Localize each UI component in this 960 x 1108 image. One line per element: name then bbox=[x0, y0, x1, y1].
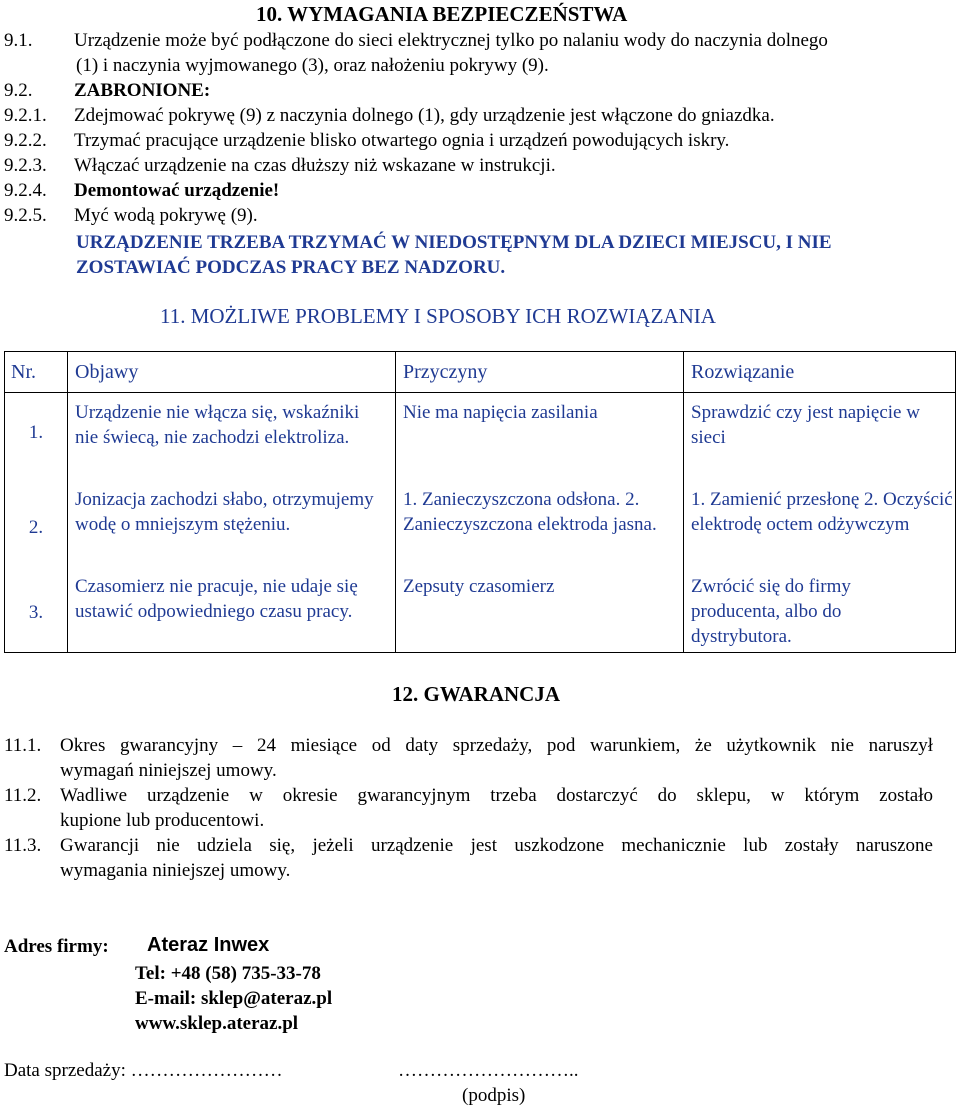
warning-line-1: URZĄDZENIE TRZEBA TRZYMAĆ W NIEDOSTĘPNYM DLA DZIECI MIEJSCU, I NIE bbox=[76, 232, 832, 253]
item-number: 9.2.5. bbox=[4, 205, 47, 226]
table-cell-nr: 2. bbox=[28, 517, 44, 538]
item-number: 9.2.2. bbox=[4, 130, 47, 151]
table-cell-objawy: Urządzenie nie włącza się, wskaźniki nie świecą, nie zachodzi elektroliza. bbox=[75, 402, 360, 448]
table-divider bbox=[683, 352, 684, 652]
section-11-title: 11. MOŻLIWE PROBLEMY I SPOSOBY ICH ROZWIĄZANIA bbox=[160, 304, 716, 328]
item-11-2-cont: kupione lub producentowi. bbox=[60, 810, 265, 831]
problems-table bbox=[4, 351, 956, 653]
company-email: E-mail: sklep@ateraz.pl bbox=[135, 988, 333, 1009]
item-9-2-2 bbox=[4, 128, 729, 153]
signature-line: ……………………….. bbox=[398, 1060, 579, 1081]
item-number: 9.2.4. bbox=[4, 180, 47, 201]
item-text: Gwarancji nie udziela się, jeżeli urządzenie jest uszkodzone mechanicznie lub zostały naruszone bbox=[60, 835, 933, 856]
item-number: 11.3. bbox=[4, 835, 42, 856]
item-number: 9.2.3. bbox=[4, 155, 47, 176]
section-10-title: 10. WYMAGANIA BEZPIECZEŃSTWA bbox=[256, 2, 628, 26]
item-9-2-4 bbox=[4, 178, 279, 203]
company-name: Ateraz Inwex bbox=[147, 934, 270, 956]
warning-line-2: ZOSTAWIAĆ PODCZAS PRACY BEZ NADZORU. bbox=[76, 257, 506, 278]
table-header-przyczyny: Przyczyny bbox=[403, 361, 488, 383]
item-9-2-5 bbox=[4, 203, 258, 228]
item-9-2 bbox=[4, 78, 210, 103]
table-cell-rozwiazanie: Zwrócić się do firmy producenta, albo do dystrybutora. bbox=[691, 576, 851, 647]
signature-label: (podpis) bbox=[462, 1085, 526, 1106]
item-text: Wadliwe urządzenie w okresie gwarancyjnym trzeba dostarczyć do sklepu, w którym zostało bbox=[60, 785, 933, 806]
table-cell-objawy: Jonizacja zachodzi słabo, otrzymujemy wodę o mniejszym stężeniu. bbox=[75, 489, 374, 535]
item-number: 9.2.1. bbox=[4, 105, 47, 126]
section-12-title: 12. GWARANCJA bbox=[392, 682, 560, 706]
company-label: Adres firmy: bbox=[4, 936, 109, 957]
table-cell-rozwiazanie: Sprawdzić czy jest napięcie w sieci bbox=[691, 402, 920, 448]
item-11-1 bbox=[4, 733, 933, 758]
item-9-2-1 bbox=[4, 103, 775, 128]
item-text: Włączać urządzenie na czas dłuższy niż wskazane w instrukcji. bbox=[74, 155, 556, 176]
item-number: 11.2. bbox=[4, 785, 42, 806]
sale-date-field: Data sprzedaży: …………………… bbox=[4, 1060, 283, 1081]
item-9-1 bbox=[4, 28, 828, 53]
table-cell-przyczyny: 1. Zanieczyszczona odsłona. 2. Zanieczyszczona elektroda jasna. bbox=[403, 489, 657, 535]
table-cell-objawy: Czasomierz nie pracuje, nie udaje się ustawić odpowiedniego czasu pracy. bbox=[75, 576, 358, 622]
item-text: Trzymać pracujące urządzenie blisko otwartego ognia i urządzeń powodujących iskry. bbox=[74, 130, 730, 151]
company-tel: Tel: +48 (58) 735-33-78 bbox=[135, 963, 321, 984]
item-11-3 bbox=[4, 833, 933, 858]
table-header-rozwiazanie: Rozwiązanie bbox=[691, 361, 795, 383]
item-text: Okres gwarancyjny – 24 miesiące od daty sprzedaży, pod warunkiem, że użytkownik nie naruszył bbox=[60, 735, 933, 756]
item-11-2 bbox=[4, 783, 933, 808]
item-11-3-cont: wymagania niniejszej umowy. bbox=[60, 860, 291, 881]
table-cell-przyczyny: Nie ma napięcia zasilania bbox=[403, 402, 598, 423]
item-9-1-cont: (1) i naczynia wyjmowanego (3), oraz nałożeniu pokrywy (9). bbox=[76, 55, 549, 76]
item-text: Demontować urządzenie! bbox=[74, 180, 280, 201]
table-divider bbox=[5, 392, 955, 393]
table-cell-nr: 3. bbox=[28, 602, 44, 623]
item-text: Zdejmować pokrywę (9) z naczynia dolnego (1), gdy urządzenie jest włączone do gniazdka. bbox=[74, 105, 775, 126]
company-website: www.sklep.ateraz.pl bbox=[135, 1013, 299, 1034]
table-divider bbox=[395, 352, 396, 652]
item-text: Myć wodą pokrywę (9). bbox=[74, 205, 258, 226]
item-number: 11.1. bbox=[4, 735, 42, 756]
table-header-nr: Nr. bbox=[11, 361, 36, 383]
table-cell-przyczyny: Zepsuty czasomierz bbox=[403, 576, 555, 597]
table-cell-nr: 1. bbox=[28, 422, 44, 443]
table-header-objawy: Objawy bbox=[75, 361, 139, 383]
item-number: 9.1. bbox=[4, 30, 33, 51]
item-text: Urządzenie może być podłączone do sieci elektrycznej tylko po nalaniu wody do naczynia dolnego bbox=[74, 30, 828, 51]
item-9-2-3 bbox=[4, 153, 556, 178]
item-11-1-cont: wymagań niniejszej umowy. bbox=[60, 760, 277, 781]
table-cell-rozwiazanie: 1. Zamienić przesłonę 2. Oczyścić elektrodę octem odżywczym bbox=[691, 489, 953, 535]
item-number: 9.2. bbox=[4, 80, 33, 101]
table-divider bbox=[67, 352, 68, 652]
item-text: ZABRONIONE: bbox=[74, 80, 211, 101]
